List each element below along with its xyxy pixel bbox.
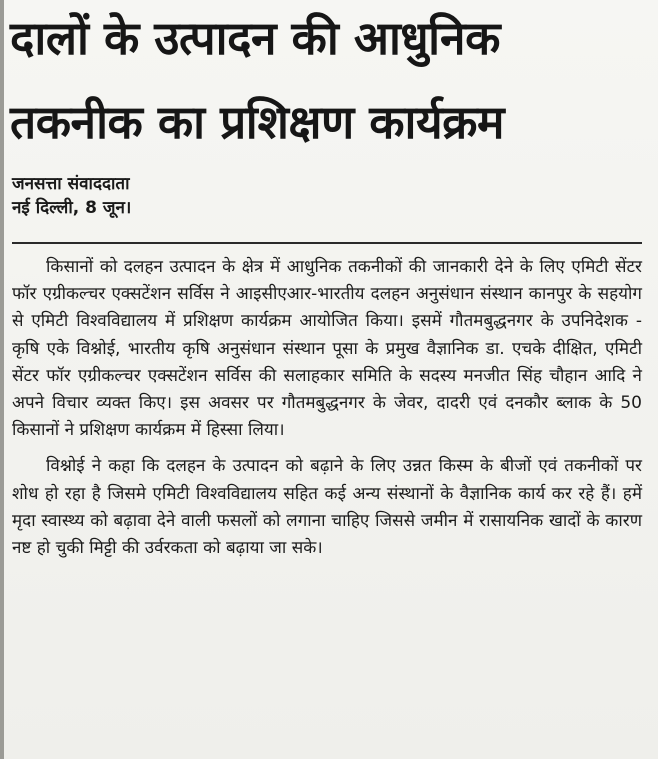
paragraph-1: किसानों को दलहन उत्पादन के क्षेत्र में आधुनिक तकनीकों की जानकारी देने के लिए एमिटी सेंटर फॉर एग्रीकल्चर एक्सटेंशन सर्विस ने आइसीएआर-भारतीय दलहन अनुसंधान संस्थान कानपुर के सहयोग से एमिटी विश्वविद्यालय में प्रशिक्षण कार्यक्रम आयोजित किया। इसमें गौतमबुद्धनगर के उपनिदेशक - कृषि एके विश्नोई, भारतीय कृषि अनुसंधान संस्थान पूसा के प्रमुख वैज्ञानिक डा. एचके दीक्षित, एमिटी सेंटर फॉर एग्रीकल्चर एक्सटेंशन सर्विस की सलाहकार समिति के सदस्य मनजीत सिंह चौहान आदि ने अपने विचार व्यक्त किए। इस अवसर पर गौतमबुद्धनगर के जेवर, दादरी एवं दनकौर ब्लाक के 50 किसानों ने प्रशिक्षण कार्यक्रम में हिस्सा लिया। bbox=[12, 257, 642, 441]
author: जनसत्ता संवाददाता bbox=[12, 174, 130, 194]
article-body bbox=[12, 254, 642, 571]
byline bbox=[12, 172, 332, 220]
dateline: नई दिल्ली, 8 जून। bbox=[12, 198, 132, 218]
headline-line-2: तकनीक का प्रशिक्षण कार्यक्रम bbox=[10, 95, 504, 149]
page-edge bbox=[0, 0, 4, 759]
section-divider bbox=[12, 242, 642, 244]
paragraph-2: विश्नोई ने कहा कि दलहन के उत्पादन को बढ़ाने के लिए उन्नत किस्म के बीजों एवं तकनीकों पर शोध हो रहा है जिसमे एमिटी विश्वविद्यालय सहित कई अन्य संस्थानों के वैज्ञानिक कार्य कर रहे हैं। हमें मृदा स्वास्थ्य को बढ़ावा देने वाली फसलों को लगाना चाहिए जिससे जमीन में रासायनिक खादों के कारण नष्ट हो चुकी मिट्टी की उर्वरकता को बढ़ाया जा सके। bbox=[12, 456, 642, 559]
headline-line-1: दालों के उत्पादन की आधुनिक bbox=[10, 11, 500, 65]
